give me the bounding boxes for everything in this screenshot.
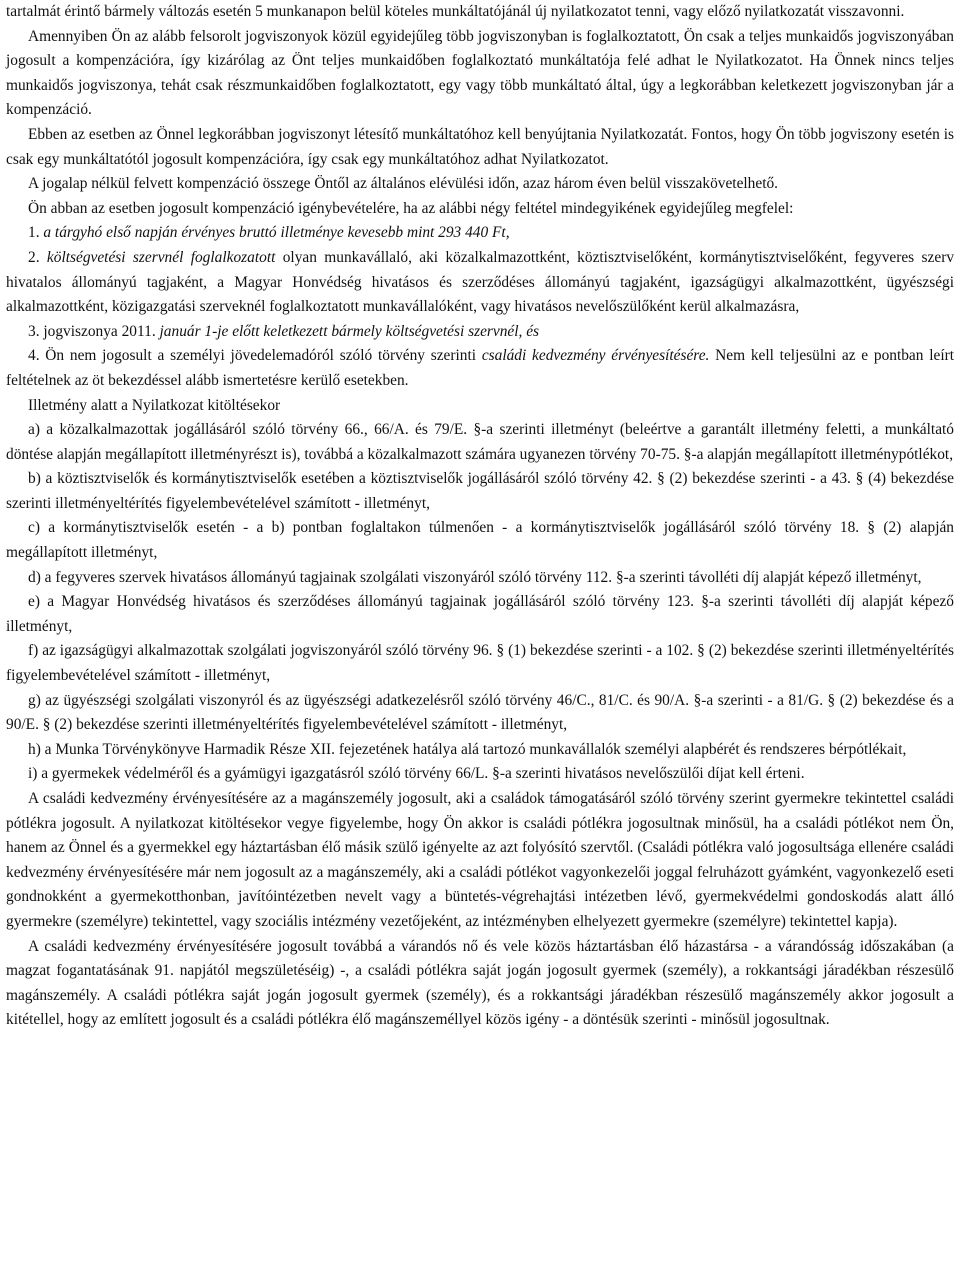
text-run: e) a Magyar Honvédség hivatásos és szerződéses állományú tagjainak jogállásáról szóló törvény 123. §-a szerinti távolléti díj alapját képező illetményt,: [6, 593, 954, 635]
paragraph-p5: [6, 221, 954, 246]
text-run: Amennyiben Ön az alább felsorolt jogviszonyok közül egyidejűleg több jogviszonyban is foglalkoztatott, Ön csak a teljes munkaidős jogviszonyában jogosult a kompenzációra, így kizárólag az Önt teljes munkaidőben foglalkoztató munkáltatója felé adhat le Nyilatkozatot. Ha Önnek nincs teljes munkaidős jogviszonya, tehát csak részmunkaidőben foglalkoztatott, egy vagy több munkáltató által, úgy a legkorábban keletkezett jogviszonyban jár a kompenzáció.: [6, 27, 954, 119]
paragraph-p0: [6, 0, 954, 25]
paragraph-p15: [6, 639, 954, 688]
text-run: Nem kell teljesülni az e pontban leírt feltételnek az öt bekezdéssel alább ismertetésre kerülő esetekben.: [6, 347, 955, 389]
text-run: Illetmény alatt a Nyilatkozat kitöltésekor: [28, 396, 281, 414]
paragraph-p11: [6, 467, 954, 516]
paragraph-p3: [6, 172, 954, 197]
text-run: b) a köztisztviselők és kormánytisztviselők esetében a köztisztviselők jogállásáról szóló törvény 42. § (2) bekezdése szerinti - a 43. § (4) bekezdése szerinti illetményeltérítés figyelembevételével számított - illetményt,: [6, 470, 954, 512]
text-run: f) az igazságügyi alkalmazottak szolgálati jogviszonyáról szóló törvény 96. § (1) bekezdése szerinti - a 102. § (2) bekezdése szerinti illetményeltérítés figyelembevételével számított - illetményt,: [6, 642, 954, 685]
paragraph-p19: [6, 787, 954, 935]
text-run: A családi kedvezmény érvényesítésére jogosult továbbá a várandós nő és vele közös háztartásban élő házastársa - a várandósság időszakában (a magzat fogantatásának 91. napjától megszületéséig) -, a családi pótlékra saját jogán jogosult gyermek (személy), a rokkantsági járadékban részesülő magánszemély. A családi pótlékra saját jogán jogosult gyermek (személy), és a rokkantsági járadékban részesülő magánszemély akkor jogosult a kitétellel, hogy az említett jogosult és a családi pótlékra élő magánszeméllyel közös igény - a döntésük szerinti - minősül jogosultnak.: [6, 937, 954, 1029]
paragraph-p12: [6, 516, 954, 565]
paragraph-p9: [6, 394, 954, 419]
paragraph-p1: [6, 25, 954, 123]
paragraph-p6: [6, 246, 954, 320]
text-run: i) a gyermekek védelméről és a gyámügyi igazgatásról szóló törvény 66/L. §-a szerinti hivatásos nevelőszülői díjat kell érteni.: [28, 765, 805, 783]
italic-text-run: január 1-je előtt keletkezett bármely költségvetési szervnél, és: [159, 322, 540, 340]
paragraph-p7: [6, 320, 954, 345]
text-run: 2.: [28, 248, 47, 266]
italic-text-run: a tárgyhó első napján érvényes bruttó illetménye kevesebb mint 293 440 Ft,: [43, 224, 510, 242]
paragraph-p17: [6, 738, 954, 763]
text-run: A családi kedvezmény érvényesítésére az a magánszemély jogosult, aki a családok támogatásáról szóló törvény szerint gyermekre tekintettel családi pótlékra jogosult. A nyilatkozat kitöltésekor vegye figyelembe, hogy Ön akkor is családi pótlékra jogosultnak minősül, ha a családi pótlékot nem Ön, hanem az Önnel és a gyermekkel egy háztartásban élő másik szülő igényelte az azt folyósító szervtől. (Családi pótlékra való jogosultsága ellenére családi kedvezmény érvényesítésére már nem jogosult az a magánszemély, aki a családi pótlékot vagyonkezelői joggal felruházott gyámként, vagyonkezelő eseti gondnokként a gyermekotthonban, javítóintézetben nevelt vagy a büntetés-végrehajtási intézetben lévő, gyermekvédelmi gondoskodás alatt álló gyermekre (személyre) tekintettel, vagy szociális intézmény vezetőjeként, az intézményben elhelyezett gyermekre (személyre) tekintettel kapja).: [6, 790, 954, 930]
document-body: [6, 0, 954, 1033]
text-run: h) a Munka Törvénykönyve Harmadik Része XII. fejezetének hatálya alá tartozó munkavállalók személyi alapbérét és rendszeres bérpótlékait,: [28, 740, 907, 758]
text-run: Ebben az esetben az Önnel legkorábban jogviszonyt létesítő munkáltatóhoz kell benyújtania Nyilatkozatát. Fontos, hogy Ön több jogviszony esetén is csak egy munkáltatótól jogosult kompenzációra, így csak egy munkáltatóhoz adhat Nyilatkozatot.: [6, 125, 954, 168]
paragraph-p14: [6, 590, 954, 639]
text-run: 1.: [28, 224, 44, 242]
italic-text-run: költségvetési szervnél foglalkozatott: [46, 248, 276, 266]
paragraph-p18: [6, 762, 954, 787]
paragraph-p4: [6, 197, 954, 222]
text-run: A jogalap nélkül felvett kompenzáció összege Öntől az általános elévülési időn, azaz három éven belül visszakövetelhető.: [28, 175, 779, 193]
text-run: Ön abban az esetben jogosult kompenzáció igénybevételére, ha az alábbi négy feltétel mindegyikének egyidejűleg megfelel:: [28, 199, 794, 217]
paragraph-p10: [6, 418, 954, 467]
italic-text-run: családi kedvezmény érvényesítésére.: [481, 347, 710, 365]
text-run: a) a közalkalmazottak jogállásáról szóló törvény 66., 66/A. és 79/E. §-a szerinti illetményt (beleértve a garantált illetmény feletti, a munkáltató döntése alapján megállapított illetményrészt is), továbbá a közalkalmazott számára ugyanezen törvény 70-75. §-a alapján megállapított illetménypótlékot,: [6, 421, 954, 463]
text-run: tartalmát érintő bármely változás esetén 5 munkanapon belül köteles munkáltatójánál új nyilatkozatot tenni, vagy előző nyilatkozatát visszavonni.: [6, 3, 905, 20]
paragraph-p16: [6, 689, 954, 738]
text-run: 3. jogviszonya 2011.: [28, 322, 160, 340]
text-run: d) a fegyveres szervek hivatásos állományú tagjainak szolgálati viszonyáról szóló törvény 112. §-a szerinti távolléti díj alapját képező illetményt,: [28, 568, 922, 586]
text-run: c) a kormánytisztviselők esetén - a b) pontban foglaltakon túlmenően - a kormánytisztviselők jogállásáról szóló törvény 18. § (2) alapján megállapított illetményt,: [6, 519, 954, 562]
text-run: 4. Ön nem jogosult a személyi jövedelemadóról szóló törvény szerinti: [28, 347, 482, 365]
text-run: olyan munkavállaló, aki közalkalmazottként, köztisztviselőként, kormánytisztviselőként, fegyveres szerv hivatalos állományú tagjaként, a Magyar Honvédség hivatásos és szerződéses állományú tagjaként, igazságügyi alkalmazottként, ügyészségi alkalmazottként, közigazgatási szerveknél foglalkoztatott munkavállalóként, vagy hivatásos nevelőszülőként kerül alkalmazásra,: [6, 248, 955, 316]
paragraph-p8: [6, 344, 954, 393]
paragraph-p2: [6, 123, 954, 172]
text-run: g) az ügyészségi szolgálati viszonyról és az ügyészségi adatkezelésről szóló törvény 46/C., 81/C. és 90/A. §-a szerinti - a 81/G. § (2) bekezdése és a 90/E. § (2) bekezdése szerinti illetményeltérítés figyelembevételével számított - illetményt,: [6, 691, 954, 734]
paragraph-p13: [6, 566, 954, 591]
paragraph-p20: [6, 935, 954, 1033]
